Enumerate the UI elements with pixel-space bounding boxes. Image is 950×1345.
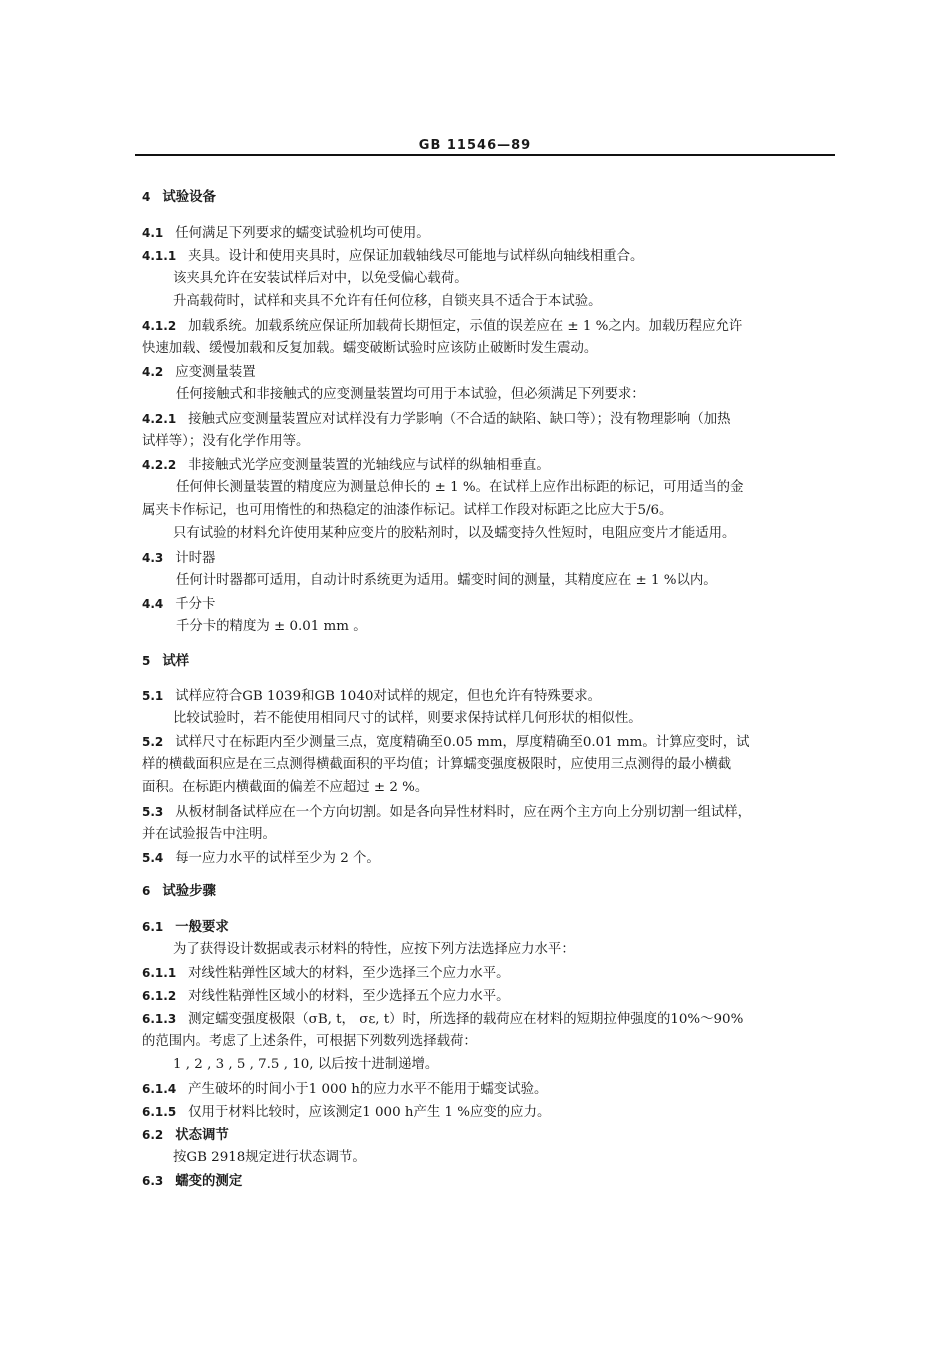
clause: 4.2.1 接触式应变测量装置应对试样没有力学影响（不合适的缺陷、缺口等）；没有物理影响（加热 xyxy=(142,412,731,427)
paragraph-line: 只有试验的材料允许使用某种应变片的胶粘剂时，以及蠕变持久性短时，电阻应变片才能适用。 xyxy=(173,526,736,541)
clause: 6.1.2 对线性粘弹性区域小的材料，至少选择五个应力水平。 xyxy=(142,989,510,1004)
clause: 4.3 计时器 xyxy=(142,551,216,566)
clause: 6.1.4 产生破坏的时间小于1 000 h的应力水平不能用于蠕变试验。 xyxy=(142,1082,548,1097)
clause: 6.1.5 仅用于材料比较时，应该测定1 000 h产生 1 %应变的应力。 xyxy=(142,1105,551,1120)
header-rule xyxy=(135,154,835,156)
paragraph-line: 试样等）；没有化学作用等。 xyxy=(142,434,310,449)
section-heading: 5 试样 xyxy=(142,653,190,669)
clause: 5.3 从板材制备试样应在一个方向切割。如是各向异性材料时，应在两个主方向上分别切割一组试样， xyxy=(142,805,752,820)
clause: 5.2 试样尺寸在标距内至少测量三点，宽度精确至0.05 mm，厚度精确至0.01 mm。计算应变时，试 xyxy=(142,735,750,750)
clause: 4.4 千分卡 xyxy=(142,597,216,612)
clause: 5.1 试样应符合GB 1039和GB 1040对试样的规定，但也允许有特殊要求。 xyxy=(142,689,601,704)
clause: 6.1.3 测定蠕变强度极限（σB, t， σε, t）时，所选择的载荷应在材料的短期拉伸强度的10%～90% xyxy=(142,1012,744,1027)
paragraph-line: 样的横截面积应是在三点测得横截面积的平均值；计算蠕变强度极限时，应使用三点测得的最小横截 xyxy=(142,757,732,772)
paragraph-line: 面积。在标距内横截面的偏差不应超过 ± 2 %。 xyxy=(142,780,429,795)
paragraph-line: 升高载荷时，试样和夹具不允许有任何位移，自锁夹具不适合于本试验。 xyxy=(173,294,602,309)
load-series-line: 1 , 2 , 3 , 5 , 7.5 , 10, 以后按十进制递增。 xyxy=(173,1057,439,1072)
clause: 4.1 任何满足下列要求的蠕变试验机均可使用。 xyxy=(142,226,430,241)
clause: 4.1.1 夹具。设计和使用夹具时，应保证加载轴线尽可能地与试样纵向轴线相重合。 xyxy=(142,249,644,264)
paragraph-line: 比较试验时，若不能使用相同尺寸的试样，则要求保持试样几何形状的相似性。 xyxy=(173,711,642,726)
paragraph-line: 千分卡的精度为 ± 0.01 mm 。 xyxy=(176,619,367,634)
clause: 4.2.2 非接触式光学应变测量装置的光轴线应与试样的纵轴相垂直。 xyxy=(142,458,550,473)
clause: 5.4 每一应力水平的试样至少为 2 个。 xyxy=(142,851,380,866)
section-heading: 6 试验步骤 xyxy=(142,883,216,899)
paragraph-line: 为了获得设计数据或表示材料的特性，应按下列方法选择应力水平： xyxy=(173,942,575,957)
paragraph-line: 任何伸长测量装置的精度应为测量总伸长的 ± 1 %。在试样上应作出标距的标记，可用适当的金 xyxy=(176,480,744,495)
paragraph-line: 任何计时器都可适用，自动计时系统更为适用。蠕变时间的测量，其精度应在 ± 1 %以内。 xyxy=(176,573,717,588)
section-heading: 4 试验设备 xyxy=(142,189,216,205)
clause: 4.2 应变测量装置 xyxy=(142,365,256,380)
subsection-heading: 6.2 状态调节 xyxy=(142,1127,229,1143)
subsection-heading: 6.3 蠕变的测定 xyxy=(142,1173,243,1189)
standard-code-header: GB 11546—89 xyxy=(418,138,532,153)
paragraph-line: 该夹具允许在安装试样后对中，以免受偏心载荷。 xyxy=(173,271,468,286)
paragraph-line: 快速加载、缓慢加载和反复加载。蠕变破断试验时应该防止破断时发生震动。 xyxy=(142,341,598,356)
paragraph-line: 任何接触式和非接触式的应变测量装置均可用于本试验，但必须满足下列要求： xyxy=(176,387,645,402)
subsection-heading: 6.1 一般要求 xyxy=(142,919,229,935)
paragraph-line: 并在试验报告中注明。 xyxy=(142,827,276,842)
paragraph-line: 按GB 2918规定进行状态调节。 xyxy=(173,1150,366,1165)
paragraph-line: 的范围内。考虑了上述条件，可根据下列数列选择载荷： xyxy=(142,1034,477,1049)
paragraph-line: 属夹卡作标记，也可用惰性的和热稳定的油漆作标记。试样工作段对标距之比应大于5/6。 xyxy=(142,503,673,518)
clause: 4.1.2 加载系统。加载系统应保证所加载荷长期恒定，示值的误差应在 ± 1 %之内。加载历程应允许 xyxy=(142,319,743,334)
clause: 6.1.1 对线性粘弹性区域大的材料，至少选择三个应力水平。 xyxy=(142,966,510,981)
